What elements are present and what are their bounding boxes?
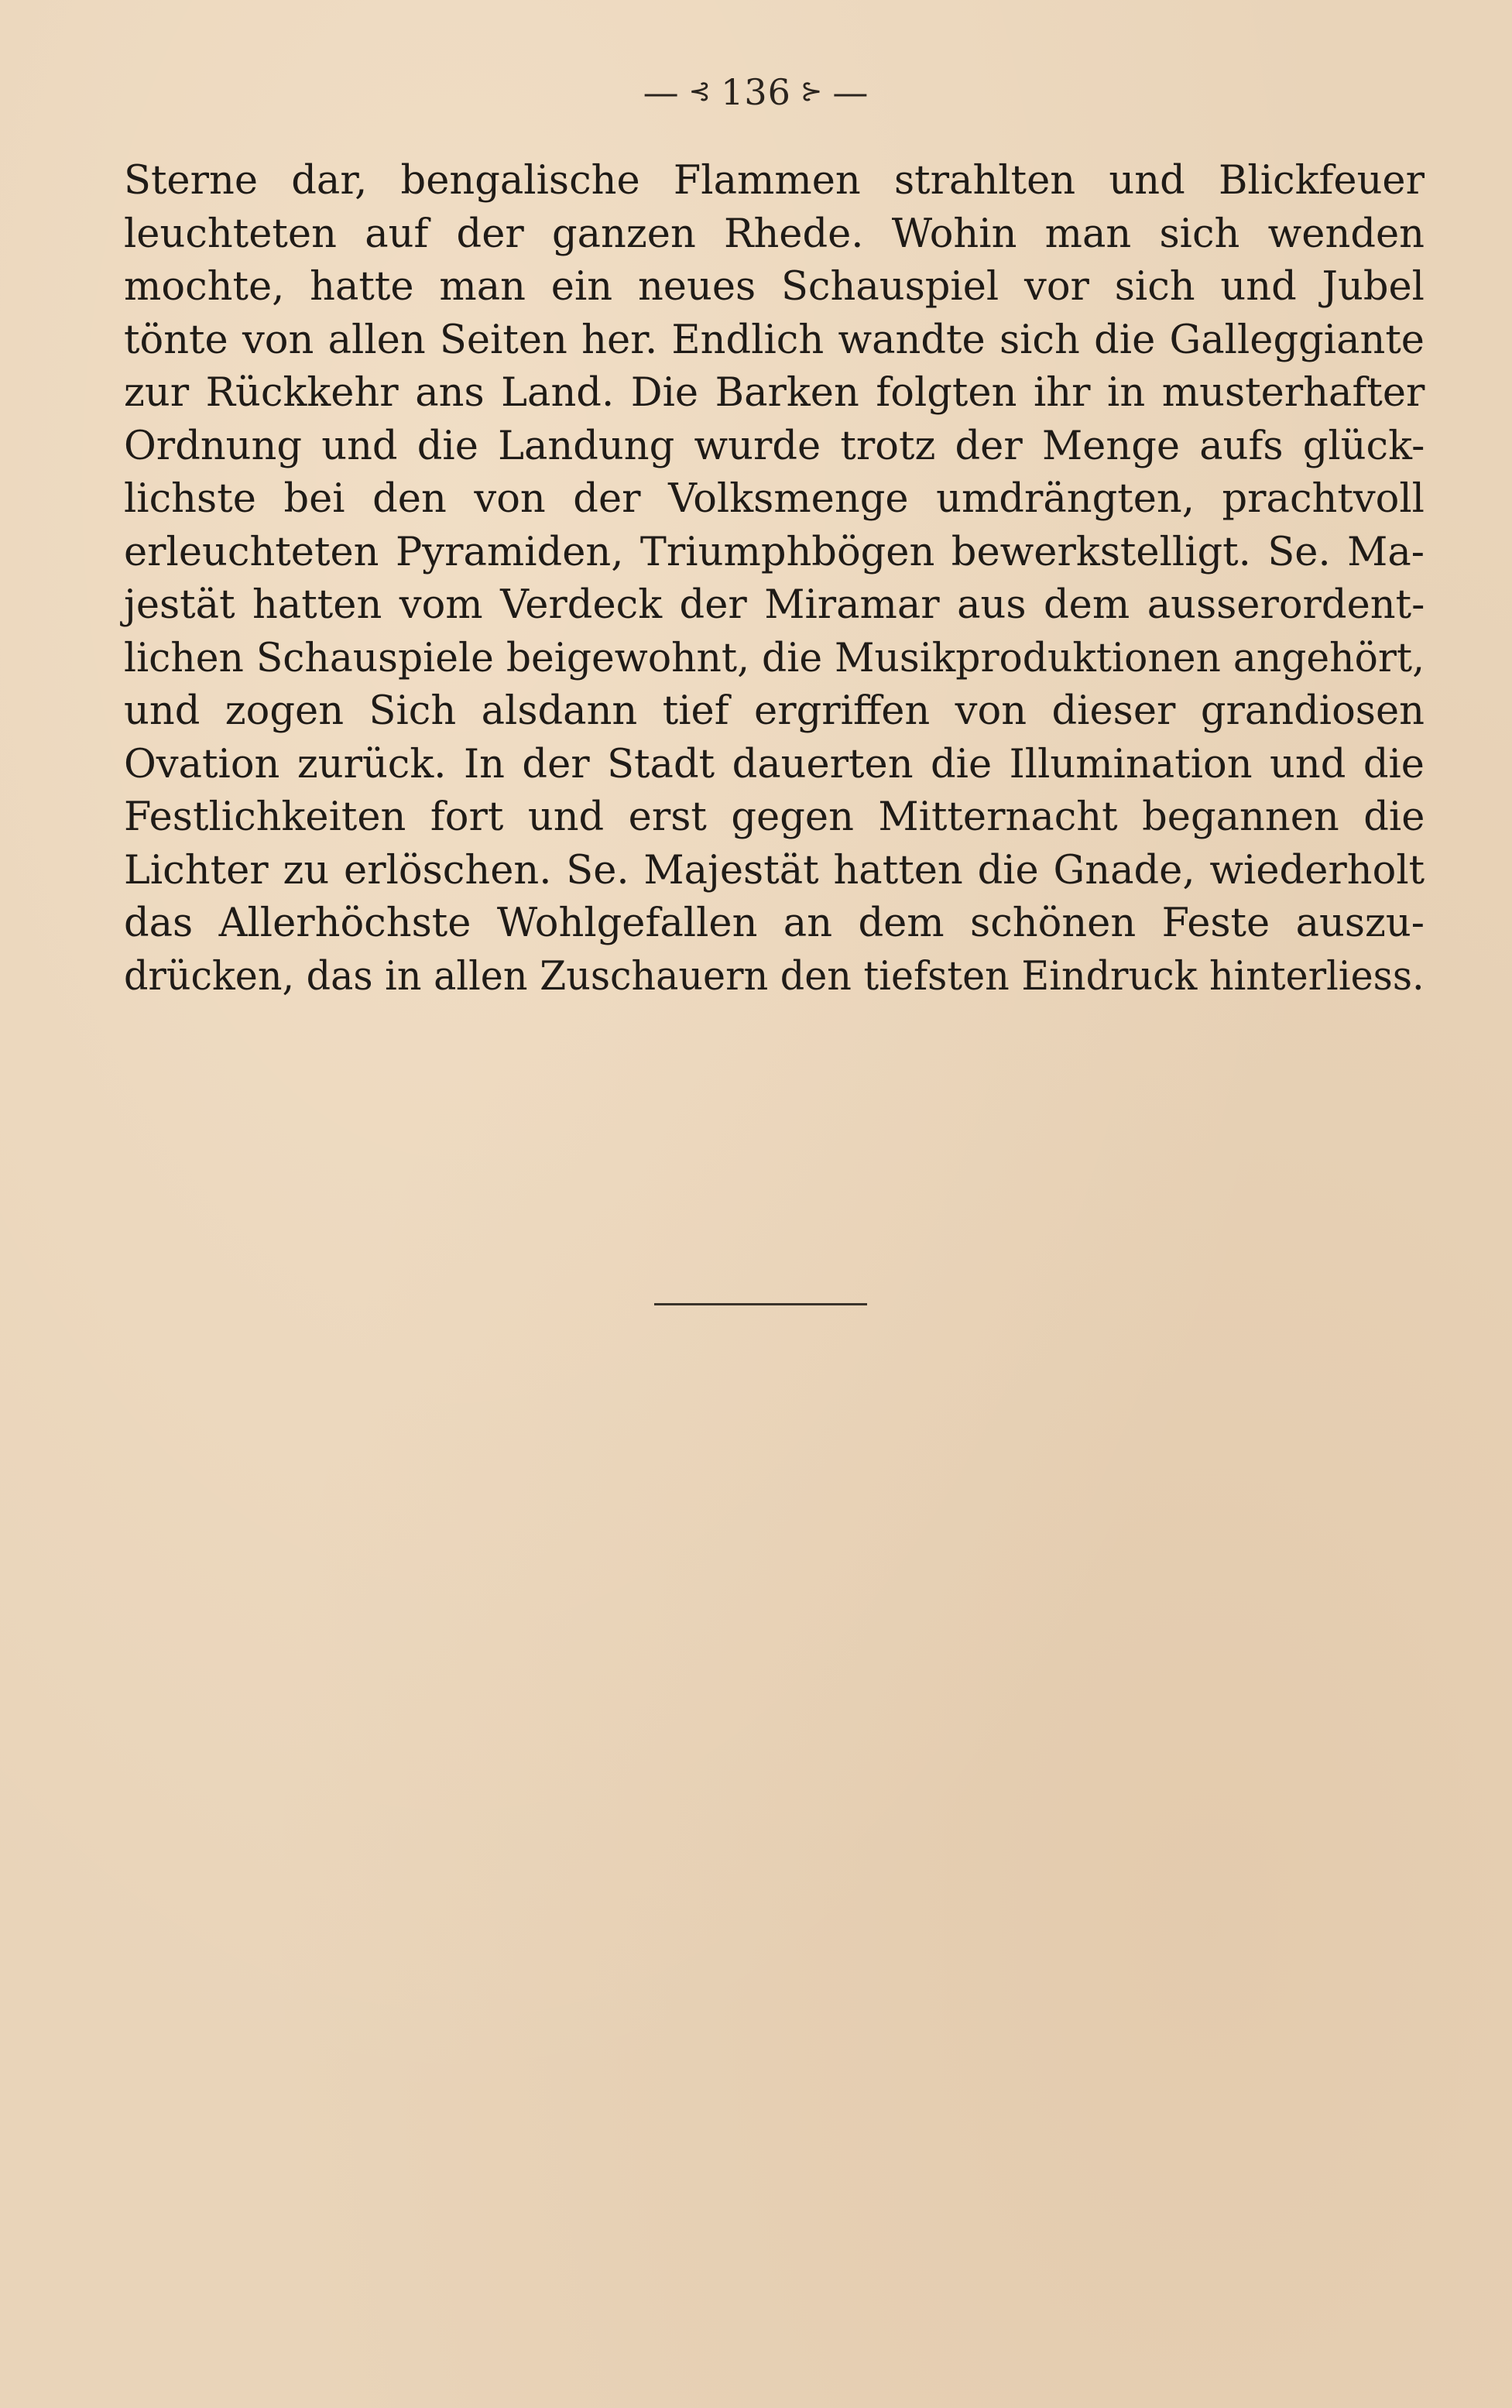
text-line: und zogen Sich alsdann tief ergriffen von dieser grandiosen bbox=[124, 688, 1425, 734]
page-number: 136 bbox=[721, 71, 791, 113]
section-divider bbox=[654, 1303, 867, 1305]
text-line: mochte, hatte man ein neues Schauspiel vor sich und Jubel bbox=[124, 264, 1425, 310]
ornament-right-icon: ⊱ bbox=[800, 76, 824, 107]
text-line: leuchteten auf der ganzen Rhede. Wohin man sich wenden bbox=[124, 211, 1425, 257]
text-line: tönte von allen Seiten her. Endlich wandte sich die Galleggiante bbox=[124, 317, 1425, 363]
text-line: erleuchteten Pyramiden, Triumphbögen bewerkstelligt. Se. Ma- bbox=[124, 529, 1425, 575]
text-line: das Allerhöchste Wohlgefallen an dem schönen Feste auszu- bbox=[124, 900, 1425, 946]
ornament-left-icon: ⊰ bbox=[688, 76, 712, 107]
text-line: Sterne dar, bengalische Flammen strahlten und Blickfeuer bbox=[124, 158, 1425, 204]
body-paragraph bbox=[124, 155, 1425, 1003]
text-line: Ovation zurück. In der Stadt dauerten die Illumination und die bbox=[124, 741, 1425, 787]
header-dash-right: — bbox=[832, 71, 869, 113]
page-header bbox=[0, 71, 1512, 113]
text-line: drücken, das in allen Zuschauern den tiefsten Eindruck hinterliess. bbox=[124, 953, 1425, 1000]
text-line: Festlichkeiten fort und erst gegen Mitternacht begannen die bbox=[124, 794, 1425, 840]
text-line: jestät hatten vom Verdeck der Miramar aus dem ausserordent- bbox=[124, 582, 1425, 628]
text-line: Ordnung und die Landung wurde trotz der Menge aufs glück- bbox=[124, 423, 1425, 469]
text-line: Lichter zu erlöschen. Se. Majestät hatten die Gnade, wiederholt bbox=[124, 847, 1425, 894]
header-dash-left: — bbox=[643, 71, 680, 113]
text-line: lichen Schauspiele beigewohnt, die Musikproduktionen angehört, bbox=[124, 635, 1425, 681]
text-line: lichste bei den von der Volksmenge umdrängten, prachtvoll bbox=[124, 476, 1425, 522]
text-line: zur Rückkehr ans Land. Die Barken folgten ihr in musterhafter bbox=[124, 370, 1425, 416]
